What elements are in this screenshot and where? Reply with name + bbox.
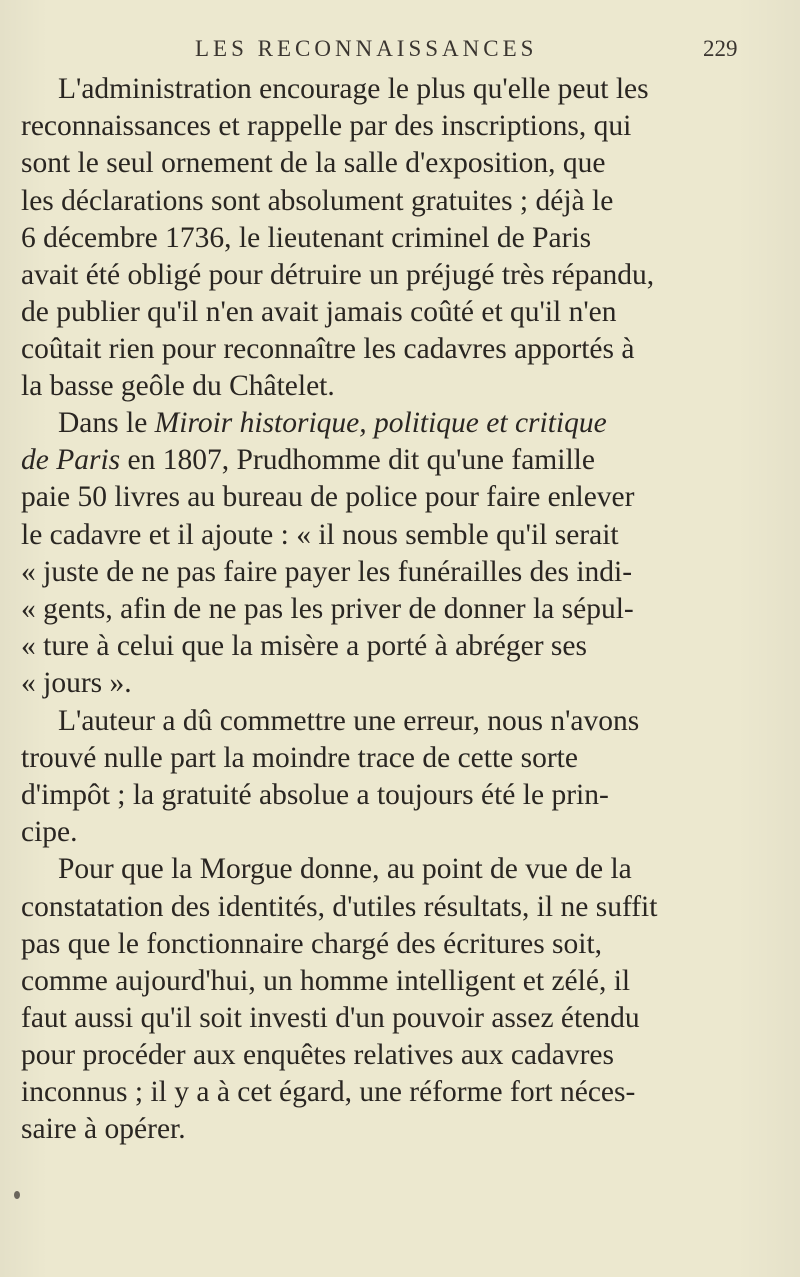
text-line: L'auteur a dû commettre une erreur, nous n'avons <box>58 705 640 737</box>
quote-line: « gents, afin de ne pas les priver de donner la sépul- <box>21 593 634 625</box>
work-title: de Paris <box>21 444 121 476</box>
text-line: pas que le fonctionnaire chargé des écritures soit, <box>21 928 603 960</box>
text-line: comme aujourd'hui, un homme intelligent et zélé, il <box>21 965 631 997</box>
text-line: coûtait rien pour reconnaître les cadavres apportés à <box>21 333 635 365</box>
text-span: Dans le <box>58 407 155 439</box>
quote-line: « ture à celui que la misère a porté à abréger ses <box>21 630 587 662</box>
text-line-with-title <box>21 441 595 479</box>
text-line-with-title <box>58 404 607 442</box>
text-line: 6 décembre 1736, le lieutenant criminel de Paris <box>21 222 592 254</box>
text-line: faut aussi qu'il soit investi d'un pouvoir assez étendu <box>21 1002 640 1034</box>
work-title: Miroir historique, politique et critique <box>154 407 607 439</box>
running-head <box>0 36 800 66</box>
text-line: trouvé nulle part la moindre trace de cette sorte <box>21 742 578 774</box>
text-line: pour procéder aux enquêtes relatives aux cadavres <box>21 1039 614 1071</box>
text-line: de publier qu'il n'en avait jamais coûté et qu'il n'en <box>21 296 617 328</box>
text-line: la basse geôle du Châtelet. <box>21 370 335 402</box>
text-line: constatation des identités, d'utiles résultats, il ne suffit <box>21 891 658 923</box>
text-line: saire à opérer. <box>21 1113 186 1145</box>
running-title: LES RECONNAISSANCES <box>195 36 538 61</box>
text-line: le cadavre et il ajoute : « il nous semble qu'il serait <box>21 519 619 551</box>
ink-spot <box>14 1191 20 1199</box>
text-line: reconnaissances et rappelle par des inscriptions, qui <box>21 110 632 142</box>
text-line: les déclarations sont absolument gratuites ; déjà le <box>21 185 614 217</box>
text-line: paie 50 livres au bureau de police pour faire enlever <box>21 481 635 513</box>
page-number: 229 <box>703 36 738 61</box>
quote-line: « juste de ne pas faire payer les funérailles des indi- <box>21 556 633 588</box>
text-line: L'administration encourage le plus qu'elle peut les <box>58 73 649 105</box>
quote-line: « jours ». <box>21 667 132 699</box>
text-span: en 1807, Prudhomme dit qu'une famille <box>120 444 595 476</box>
text-line: sont le seul ornement de la salle d'exposition, que <box>21 147 606 179</box>
text-line: inconnus ; il y a à cet égard, une réforme fort néces- <box>21 1076 636 1108</box>
text-line: Pour que la Morgue donne, au point de vue de la <box>58 853 632 885</box>
text-line: d'impôt ; la gratuité absolue a toujours été le prin- <box>21 779 609 811</box>
text-line: avait été obligé pour détruire un préjugé très répandu, <box>21 259 655 291</box>
text-line: cipe. <box>21 816 78 848</box>
